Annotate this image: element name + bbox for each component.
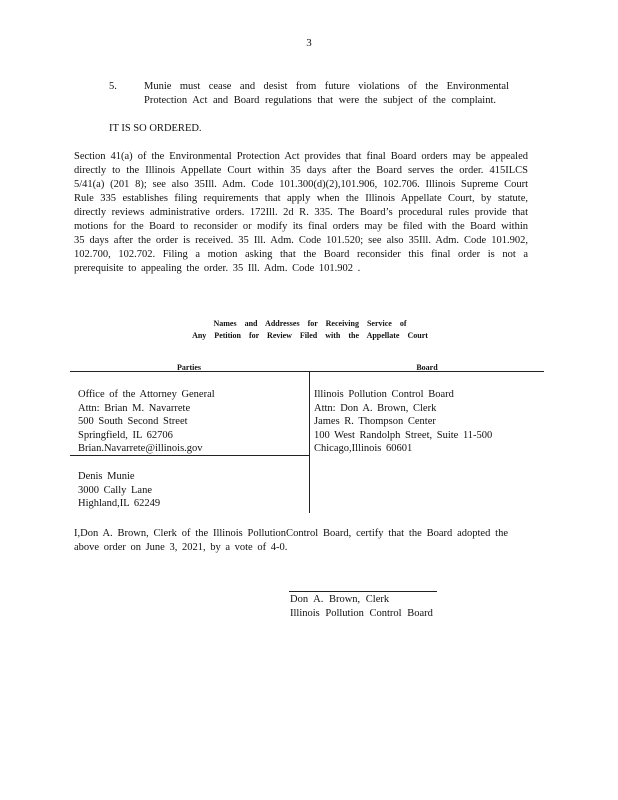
party1-line: Attn: Brian M. Navarrete — [78, 402, 191, 414]
board-line: 100 West Randolph Street, Suite 11-500 — [314, 429, 493, 441]
service-table-title — [150, 318, 470, 342]
board-line: Illinois Pollution Control Board — [314, 389, 454, 400]
service-table-title-line2: Any Petition for Review Filed with the Appellate Court — [192, 331, 428, 340]
party1-line: 500 South Second Street — [78, 416, 188, 427]
party1-line: Office of the Attorney General — [78, 389, 215, 400]
table-column-divider — [309, 371, 310, 513]
clerk-certification: I,Don A. Brown, Clerk of the Illinois PollutionControl Board, certify that the Board adopted the above order on June 3, 2021, by a vote of 4-0. — [74, 528, 508, 553]
service-table-title-line1: Names and Addresses for Receiving Service of — [213, 319, 407, 328]
appeal-paragraph: Section 41(a) of the Environmental Protection Act provides that final Board orders may be appealed directly to the Illinois Appellate Court within 35 days after the Board serves the order. 415ILCS 5/41(a) (201 8); see also 35Ill. Adm. Code 101.300(d)(2),101.906, 102.706. Illinois Supreme Court Rule 335 establishes filing requirements that apply when the Illinois Appellate Court, by statute, directly reviews administrative orders. 172Ill. 2d R. 335. The Board’s procedural rules provide that motions for the Board to reconsider or modify its final orders may be filed with the Board within 35 days after the order is received. 35 Ill. Adm. Code 101.520; see also 35Ill. Adm. Code 101.902, 102.700, 102.702. Filing a motion asking that the Board reconsider this final order is not a prerequisite to appealing the order. 35 Ill. Adm. Code 101.902 . — [74, 151, 528, 274]
party2-line: Denis Munie — [78, 471, 135, 482]
order-item-text: Munie must cease and desist from future violations of the Environmental Protection Act and Board regulations that were the subject of the complaint. — [144, 81, 509, 106]
party2-line: 3000 Cally Lane — [78, 484, 152, 496]
signature-block — [290, 593, 433, 621]
so-ordered: IT IS SO ORDERED. — [109, 123, 202, 134]
signature-org: Illinois Pollution Control Board — [290, 608, 433, 619]
signature-name: Don A. Brown, Clerk — [290, 594, 390, 605]
order-item-number: 5. — [109, 81, 117, 92]
column-header-board: Board — [416, 363, 438, 372]
column-header-parties: Parties — [177, 363, 201, 372]
party1-line: Springfield, IL 62706 — [78, 429, 173, 441]
party2-line: Highland,IL 62249 — [78, 498, 161, 509]
board-line: Attn: Don A. Brown, Clerk — [314, 402, 437, 414]
table-header-rule — [70, 371, 544, 372]
board-line: Chicago,Illinois 60601 — [314, 443, 413, 454]
page-number: 3 — [306, 37, 312, 49]
signature-line — [289, 591, 437, 592]
party-denis-munie — [78, 470, 160, 511]
board-line: James R. Thompson Center — [314, 416, 436, 427]
party1-email: Brian.Navarrete@illinois.gov — [78, 443, 203, 454]
party-attorney-general — [78, 388, 215, 456]
board-address — [314, 388, 492, 456]
